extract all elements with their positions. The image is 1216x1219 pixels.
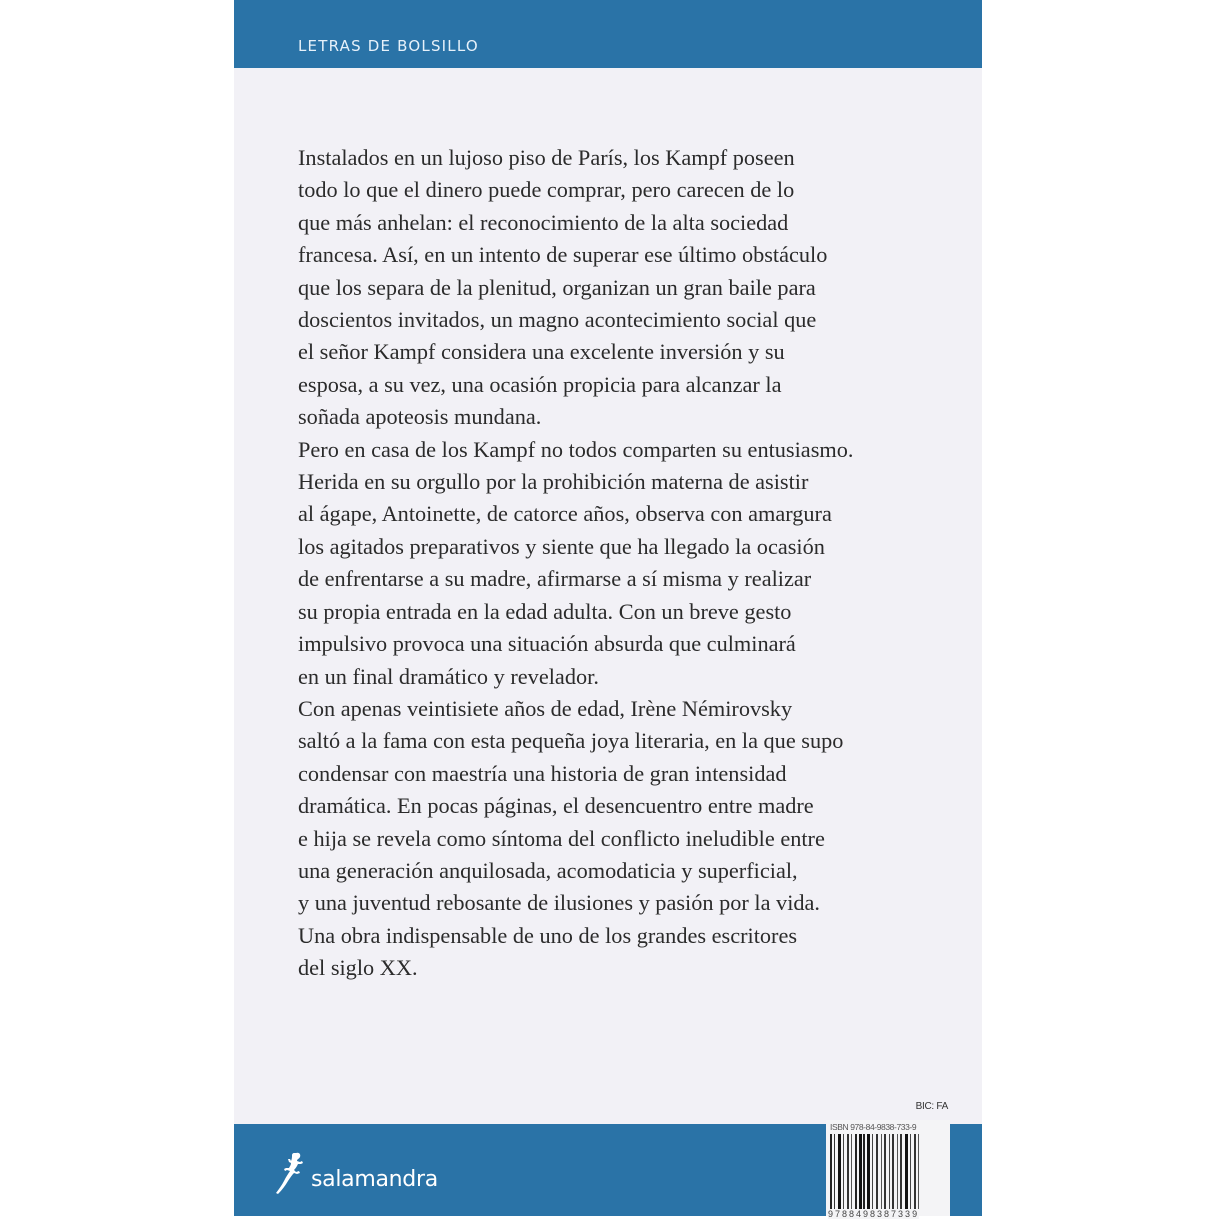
- blurb-line: del siglo XX.: [298, 955, 418, 981]
- blurb-line: en un final dramático y revelador.: [298, 663, 599, 689]
- publisher-logo: [274, 1150, 438, 1198]
- blurb-line: esposa, a su vez, una ocasión propicia para alcanzar la: [298, 371, 782, 397]
- blurb-line: Con apenas veintisiete años de edad, Irène Némirovsky: [298, 695, 793, 721]
- blurb-line: una generación anquilosada, acomodaticia y superficial,: [298, 857, 798, 883]
- blurb-line: doscientos invitados, un magno acontecimiento social que: [298, 307, 817, 333]
- barcode-digits: 9788498387339: [828, 1209, 920, 1219]
- blurb-line: Instalados en un lujoso piso de París, los Kampf poseen: [298, 145, 795, 170]
- blurb-line: dramática. En pocas páginas, el desencuentro entre madre: [298, 793, 814, 819]
- series-banner: [234, 0, 982, 68]
- blurb-line: impulsivo provoca una situación absurda que culminará: [298, 631, 796, 657]
- blurb-line: de enfrentarse a su madre, afirmarse a sí misma y realizar: [298, 566, 812, 592]
- blurb-line: el señor Kampf considera una excelente inversión y su: [298, 339, 785, 365]
- blurb-line: que los separa de la plenitud, organizan un gran baile para: [298, 274, 816, 300]
- blurb-line: todo lo que el dinero puede comprar, pero carecen de lo: [298, 177, 795, 203]
- blurb-line: su propia entrada en la edad adulta. Con un breve gesto: [298, 598, 792, 624]
- blurb-line: saltó a la fama con esta pequeña joya literaria, en la que supo: [298, 728, 844, 754]
- isbn-text: ISBN 978-84-9838-733-9: [830, 1122, 917, 1132]
- blurb-line: condensar con maestría una historia de gran intensidad: [298, 760, 787, 786]
- blurb-line: Herida en su orgullo por la prohibición materna de asistir: [298, 469, 809, 495]
- barcode-panel: [826, 1120, 950, 1219]
- blurb-line: Pero en casa de los Kampf no todos comparten su entusiasmo.: [298, 436, 854, 462]
- blurb-text: [298, 142, 938, 985]
- series-label: LETRAS DE BOLSILLO: [298, 37, 479, 55]
- blurb-line: Una obra indispensable de uno de los grandes escritores: [298, 922, 798, 948]
- blurb-line: y una juventud rebosante de ilusiones y pasión por la vida.: [298, 890, 821, 916]
- blurb-line: al ágape, Antoinette, de catorce años, observa con amargura: [298, 501, 832, 527]
- book-back-cover: [234, 0, 982, 1219]
- blurb-line: e hija se revela como síntoma del conflicto ineludible entre: [298, 825, 825, 851]
- blurb-line: francesa. Así, en un intento de superar ese último obstáculo: [298, 242, 828, 268]
- barcode: [830, 1134, 944, 1212]
- blurb-line: soñada apoteosis mundana.: [298, 404, 542, 430]
- bic-code: BIC: FA: [915, 1101, 948, 1112]
- salamander-icon: [274, 1150, 308, 1198]
- blurb-line: los agitados preparativos y siente que ha llegado la ocasión: [298, 533, 825, 559]
- publisher-name: salamandra: [311, 1167, 438, 1192]
- blurb-line: que más anhelan: el reconocimiento de la alta sociedad: [298, 209, 789, 235]
